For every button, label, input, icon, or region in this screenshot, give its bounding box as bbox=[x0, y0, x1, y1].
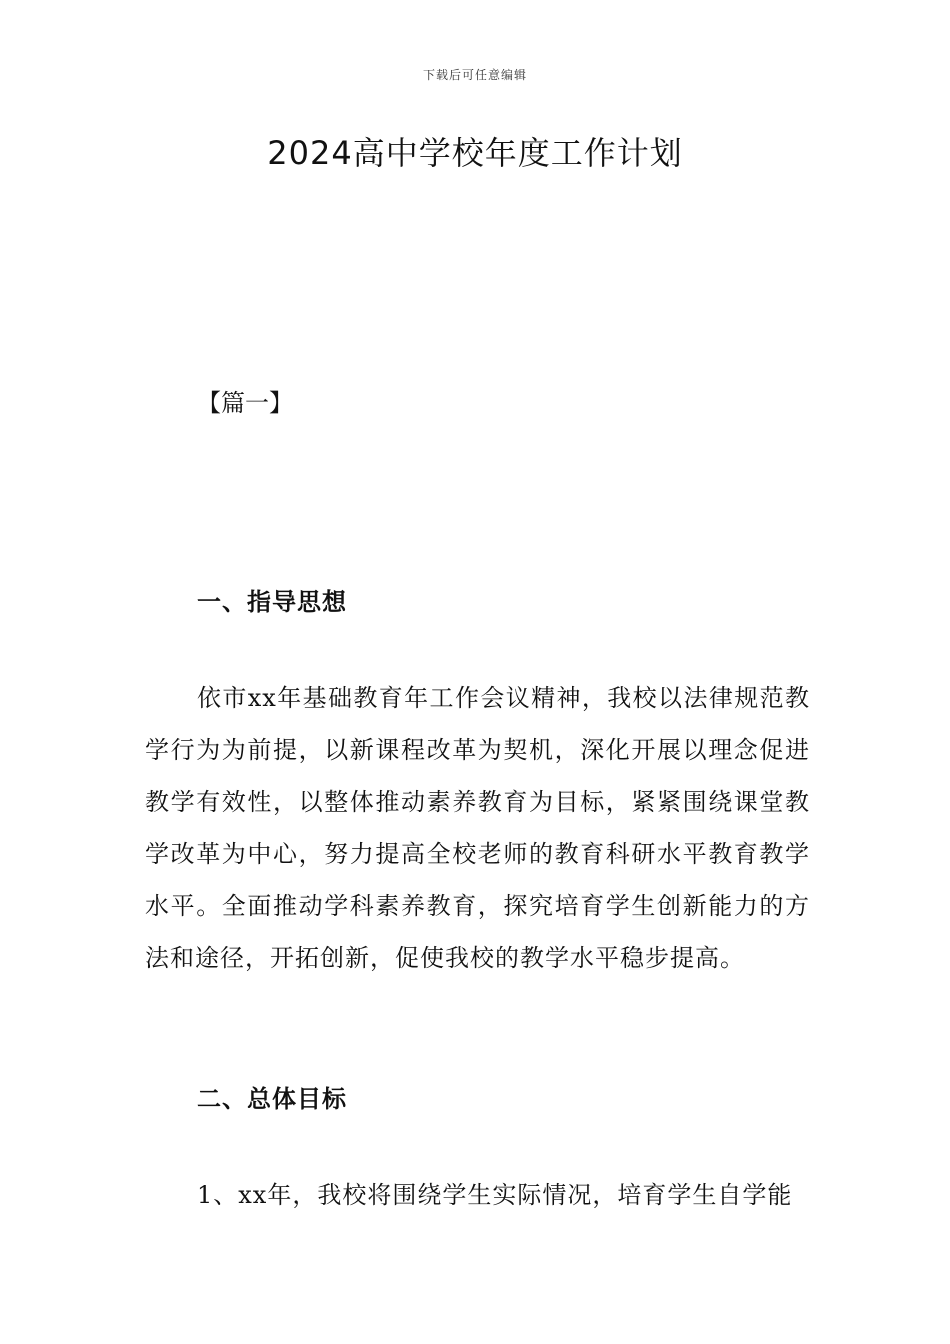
section-heading-guiding-ideology: 一、指导思想 bbox=[197, 587, 347, 616]
header-note: 下载后可任意编辑 bbox=[422, 68, 527, 82]
document-title: 2024高中学校年度工作计划 bbox=[267, 134, 683, 172]
part-label: 【篇一】 bbox=[197, 389, 293, 417]
paragraph-overall-goal: 1、xx年，我校将围绕学生实际情况，培育学生自学能 bbox=[197, 1181, 793, 1209]
section-heading-overall-goal: 二、总体目标 bbox=[197, 1084, 347, 1113]
paragraph-guiding-ideology: 依市xx年基础教育年工作会议精神，我校以法律规范教学行为为前提，以新课程改革为契机，深化开展以理念促进教学有效性，以整体推动素养教育为目标，紧紧围绕课堂教学改革为中心，努力提高全校老师的教育科研水平教育教学水平。全面推动学科素养教育，探究培育学生创新能力的方法和途径，开拓创新，促使我校的教学水平稳步提高。 bbox=[145, 684, 810, 972]
